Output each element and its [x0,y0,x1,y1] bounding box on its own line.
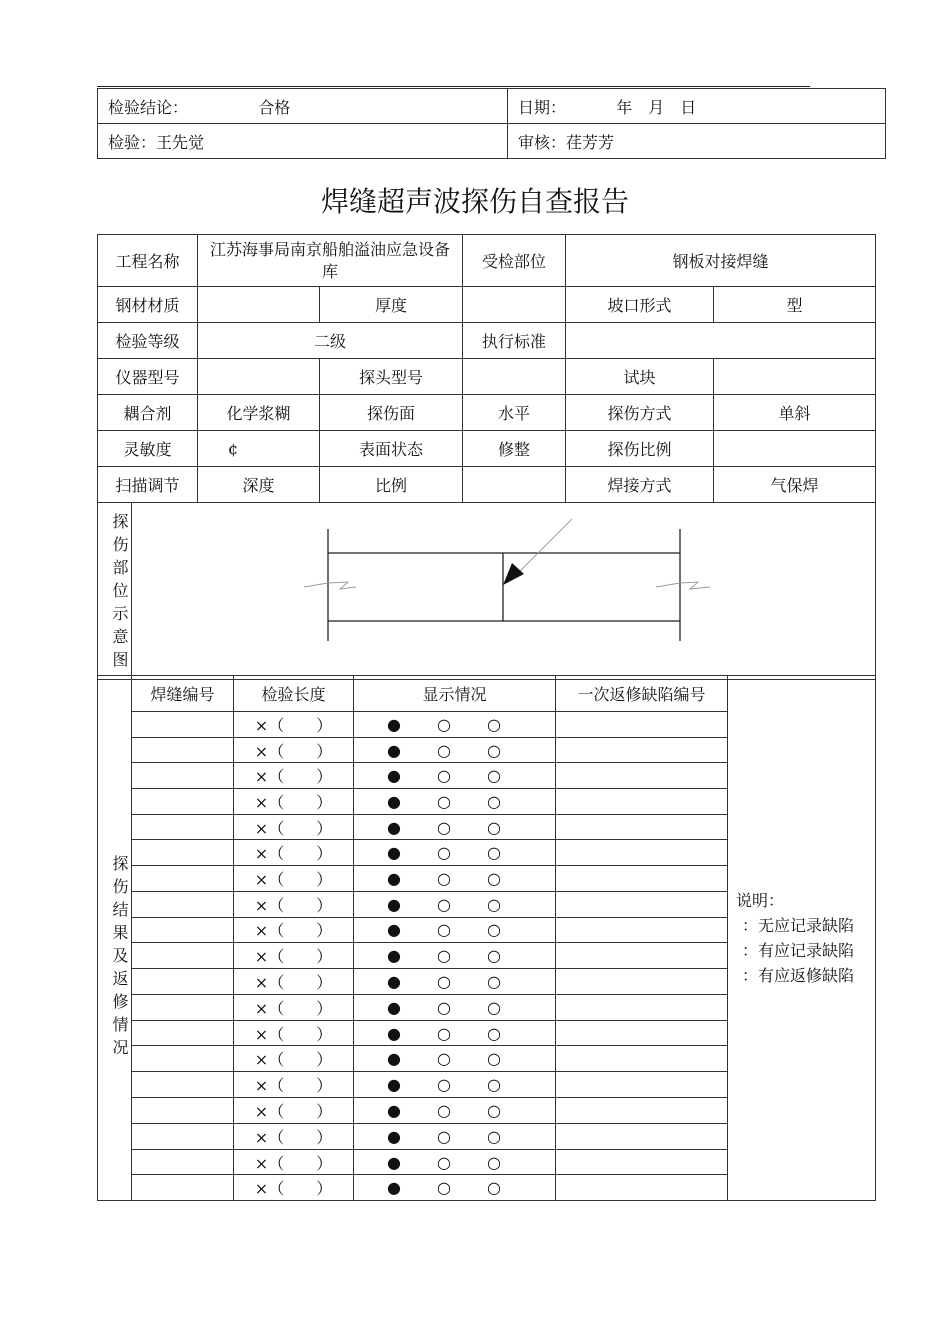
open-circle-icon: ○ [437,1152,451,1172]
open-circle-icon: ○ [487,920,501,940]
open-circle-icon: ○ [487,714,501,734]
weld-no-cell [132,943,234,969]
report-title: 焊缝超声波探伤自查报告 [320,185,629,218]
filled-circle-icon: ● [387,971,401,991]
display-cell [354,1020,556,1046]
repair-no-cell [556,1175,728,1201]
length-cell: ×（ ） [234,994,354,1020]
beam-direction-line [516,519,572,575]
legend-notes [728,676,876,1201]
filled-circle-icon: ● [387,1152,401,1172]
display-cell [354,1149,556,1175]
filled-circle-icon: ● [387,740,401,760]
legend-record: ：有应记录缺陷 [742,941,855,961]
filled-circle-icon: ● [387,1126,401,1146]
sensitivity-value: ¢ [198,431,320,467]
open-circle-icon: ○ [437,971,451,991]
open-circle-icon: ○ [487,843,501,863]
filled-circle-icon: ● [387,766,401,786]
break-mark-left [304,582,356,589]
filled-circle-icon: ● [387,843,401,863]
length-cell: ×（ ） [234,917,354,943]
repair-no-cell [556,943,728,969]
weld-no-cell [132,712,234,738]
length-cell: ×（ ） [234,891,354,917]
inspection-form [97,234,876,680]
level-label: 检验等级 [98,323,198,359]
open-circle-icon: ○ [437,997,451,1017]
weld-no-cell [132,789,234,815]
weld-no-cell [132,1072,234,1098]
date-cell [508,89,886,124]
project-name-label: 工程名称 [98,235,198,287]
level-value: 二级 [198,323,463,359]
legend-no-record: ：无应记录缺陷 [742,916,855,936]
length-cell: ×（ ） [234,1046,354,1072]
date-value: 年 月 日 [616,97,697,117]
weld-no-cell [132,1175,234,1201]
open-circle-icon: ○ [487,971,501,991]
open-circle-icon: ○ [437,1100,451,1120]
open-circle-icon: ○ [437,868,451,888]
inspected-part-label: 受检部位 [463,235,566,287]
weld-no-cell [132,917,234,943]
open-circle-icon: ○ [437,740,451,760]
weld-method-value: 气保焊 [714,467,876,503]
signoff-table [97,88,886,159]
length-cell: ×（ ） [234,1020,354,1046]
display-cell [354,789,556,815]
repair-no-cell [556,917,728,943]
col-length: 检验长度 [234,676,354,712]
weld-no-cell [132,1020,234,1046]
thickness-value [463,287,566,323]
open-circle-icon: ○ [487,1023,501,1043]
repair-no-cell [556,712,728,738]
legend-title: 说明： [736,891,785,911]
open-circle-icon: ○ [437,766,451,786]
open-circle-icon: ○ [487,946,501,966]
length-cell: ×（ ） [234,789,354,815]
couplant-value: 化学浆糊 [198,395,320,431]
length-cell: ×（ ） [234,1123,354,1149]
instrument-label: 仪器型号 [98,359,198,395]
open-circle-icon: ○ [487,817,501,837]
groove-label: 坡口形式 [566,287,714,323]
probe-value [463,359,566,395]
filled-circle-icon: ● [387,1023,401,1043]
open-circle-icon: ○ [437,1126,451,1146]
length-cell: ×（ ） [234,1175,354,1201]
weld-no-cell [132,891,234,917]
display-cell [354,1072,556,1098]
scan-label: 扫描调节 [98,467,198,503]
couplant-label: 耦合剂 [98,395,198,431]
open-circle-icon: ○ [487,1178,501,1198]
weld-no-cell [132,866,234,892]
length-cell: ×（ ） [234,712,354,738]
open-circle-icon: ○ [437,714,451,734]
open-circle-icon: ○ [487,997,501,1017]
diagram-label: 探伤部位示意图 [98,503,132,680]
open-circle-icon: ○ [437,920,451,940]
col-repair: 一次返修缺陷编号 [556,676,728,712]
display-cell [354,994,556,1020]
filled-circle-icon: ● [387,1178,401,1198]
inspected-part-value: 钢板对接焊缝 [566,235,876,287]
legend-repair: ：有应返修缺陷 [742,966,855,986]
repair-no-cell [556,866,728,892]
project-name-value: 江苏海事局南京船舶溢油应急设备库 [198,235,463,287]
length-cell: ×（ ） [234,1098,354,1124]
length-cell: ×（ ） [234,840,354,866]
weld-method-label: 焊接方式 [566,467,714,503]
open-circle-icon: ○ [437,843,451,863]
display-cell [354,712,556,738]
display-cell [354,1123,556,1149]
open-circle-icon: ○ [487,791,501,811]
length-cell: ×（ ） [234,866,354,892]
repair-no-cell [556,969,728,995]
display-cell [354,840,556,866]
display-cell [354,1046,556,1072]
repair-no-cell [556,814,728,840]
length-cell: ×（ ） [234,814,354,840]
surface-state-label: 表面状态 [320,431,463,467]
open-circle-icon: ○ [487,1100,501,1120]
repair-no-cell [556,994,728,1020]
length-cell: ×（ ） [234,969,354,995]
scale-value [463,467,566,503]
display-cell [354,891,556,917]
filled-circle-icon: ● [387,920,401,940]
weld-no-cell [132,1123,234,1149]
filled-circle-icon: ● [387,714,401,734]
steel-material-value [198,287,320,323]
probe-arrow-icon [503,563,524,585]
repair-no-cell [556,737,728,763]
filled-circle-icon: ● [387,868,401,888]
open-circle-icon: ○ [487,1049,501,1069]
filled-circle-icon: ● [387,817,401,837]
open-circle-icon: ○ [437,1075,451,1095]
sensitivity-label: 灵敏度 [98,431,198,467]
repair-no-cell [556,1098,728,1124]
reviewer-cell: 审核：荏芳芳 [508,124,886,159]
conclusion-cell [98,89,508,124]
open-circle-icon: ○ [437,817,451,837]
standard-value [566,323,876,359]
filled-circle-icon: ● [387,894,401,914]
display-cell [354,814,556,840]
open-circle-icon: ○ [487,766,501,786]
repair-no-cell [556,840,728,866]
filled-circle-icon: ● [387,997,401,1017]
length-cell: ×（ ） [234,763,354,789]
col-weld-no: 焊缝编号 [132,676,234,712]
filled-circle-icon: ● [387,791,401,811]
scale-label: 比例 [320,467,463,503]
surface-state-value: 修整 [463,431,566,467]
length-cell: ×（ ） [234,1149,354,1175]
date-label: 日期： [518,97,567,117]
repair-no-cell [556,789,728,815]
method-label: 探伤方式 [566,395,714,431]
ratio-label: 探伤比例 [566,431,714,467]
open-circle-icon: ○ [437,894,451,914]
filled-circle-icon: ● [387,946,401,966]
open-circle-icon: ○ [487,894,501,914]
ratio-value [714,431,876,467]
weld-no-cell [132,1149,234,1175]
surface-value: 水平 [463,395,566,431]
conclusion-value: 合格 [258,97,291,117]
display-cell [354,917,556,943]
surface-label: 探伤面 [320,395,463,431]
open-circle-icon: ○ [437,946,451,966]
repair-no-cell [556,1072,728,1098]
repair-no-cell [556,1123,728,1149]
weld-no-cell [132,969,234,995]
open-circle-icon: ○ [487,868,501,888]
open-circle-icon: ○ [437,791,451,811]
repair-no-cell [556,763,728,789]
filled-circle-icon: ● [387,1049,401,1069]
open-circle-icon: ○ [437,1178,451,1198]
results-section-label: 探伤结果及返修情况 [98,676,132,1201]
thickness-label: 厚度 [320,287,463,323]
results-table [97,675,876,1201]
filled-circle-icon: ● [387,1100,401,1120]
display-cell [354,763,556,789]
display-cell [354,1175,556,1201]
open-circle-icon: ○ [437,1023,451,1043]
weld-no-cell [132,763,234,789]
test-block-label: 试块 [566,359,714,395]
weld-no-cell [132,840,234,866]
weld-no-cell [132,1098,234,1124]
conclusion-label: 检验结论： [108,97,189,117]
weld-no-cell [132,1046,234,1072]
display-cell [354,1098,556,1124]
open-circle-icon: ○ [487,1152,501,1172]
length-cell: ×（ ） [234,737,354,763]
length-cell: ×（ ） [234,943,354,969]
open-circle-icon: ○ [487,1075,501,1095]
inspector-cell: 检验：王先觉 [98,124,508,159]
break-mark-right [656,582,710,589]
display-cell [354,943,556,969]
open-circle-icon: ○ [437,1049,451,1069]
groove-value: 型 [714,287,876,323]
weld-no-cell [132,737,234,763]
scan-value: 深度 [198,467,320,503]
standard-label: 执行标准 [463,323,566,359]
weld-no-cell [132,994,234,1020]
steel-material-label: 钢材材质 [98,287,198,323]
length-cell: ×（ ） [234,1072,354,1098]
filled-circle-icon: ● [387,1075,401,1095]
display-cell [354,737,556,763]
repair-no-cell [556,1046,728,1072]
weld-no-cell [132,814,234,840]
top-rule [97,86,810,87]
repair-no-cell [556,1149,728,1175]
test-block-value [714,359,876,395]
open-circle-icon: ○ [487,1126,501,1146]
instrument-value [198,359,320,395]
probe-label: 探头型号 [320,359,463,395]
col-display: 显示情况 [354,676,556,712]
display-cell [354,866,556,892]
open-circle-icon: ○ [487,740,501,760]
repair-no-cell [556,1020,728,1046]
method-value: 单斜 [714,395,876,431]
diagram-cell [132,503,876,680]
weld-diagram [132,503,876,679]
repair-no-cell [556,891,728,917]
display-cell [354,969,556,995]
